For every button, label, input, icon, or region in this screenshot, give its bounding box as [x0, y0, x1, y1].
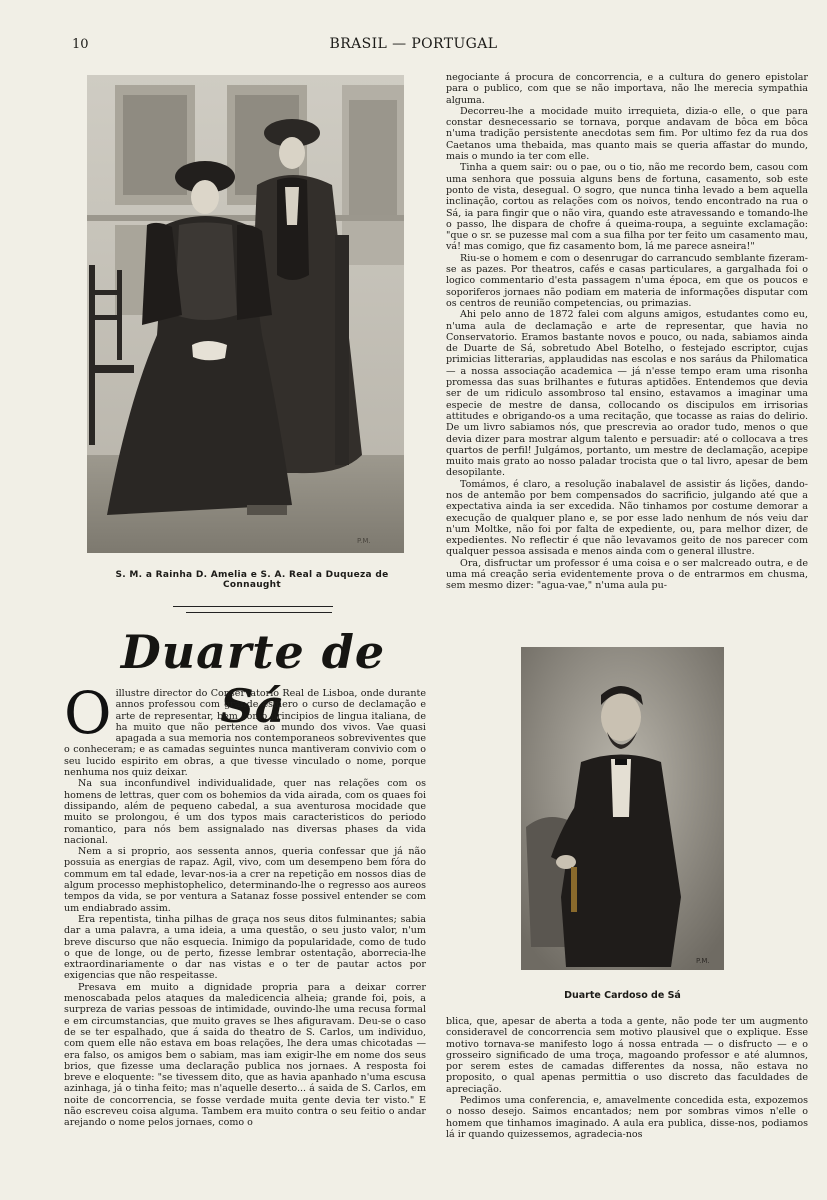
running-head: BRASIL — PORTUGAL: [329, 36, 498, 52]
article-paragraph: Pedimos uma conferencia, e, amavelmente concedida esta, expozemos o nosso desejo. Saimos encantados; nem por sombras vimos n'elle o homem que tinhamos imaginado. A aula era publica, disse-nos, podiamos lá ir quando quizessemos, agradecia-nos: [446, 1095, 808, 1140]
article-paragraph: Decorreu-lhe a mocidade muito irrequieta, dizia-o elle, o que para constar desnecessario se tornava, porque andavam de bôca em bôca n'uma tradição persistente anecdotas sem fim. Por ultimo fez da rua dos Caetanos uma thebaida, mas quanto mais se queria affastar do mundo, mais o mundo ia ter com elle.: [446, 105, 808, 163]
svg-text:P.M.: P.M.: [357, 537, 371, 545]
duarte-portrait-photo: [521, 647, 724, 970]
article-paragraph: Era repentista, tinha pilhas de graça nos seus ditos fulminantes; sabia dar a uma palavra, a uma ideia, a uma questão, o seu justo valor, n'um breve discurso que não esquecia. Inimigo da popularidade, como de tudo o que de longe, ou de perto, fizesse lembrar ostentação, aborrecia-lhe extraordinariamente o dar nas vistas e o ter de pautar actos por exigencias que não respeitasse.: [64, 913, 426, 982]
article-paragraph: Presava em muito a dignidade propria para a deixar correr menoscabada pelos ataques da maledicencia alheia; grande foi, pois, a surpreza de varias pessoas de intimidade, ouvindo-lhe uma recusa formal e em circumstancias, que muito graves se lhes afiguravam. Deu-se o caso de se ter espalhado, que á saida do theatro de S. Carlos, um individuo, com quem elle não estava em boas relações, lhe dera umas chicotadas — era falso, os amigos bem o sabiam, mas iam exigir-lhe em nome dos seus brios, que fizesse uma declaração publica nos jornaes. A resposta foi breve e eloquente: "se tivessem dito, que as havia apanhado n'uma escusa azinhaga, já o tinha feito; mas n'aquelle deserto... á saida de S. Carlos, em noite de concorrencia, se fosse verdade muita gente devia ter visto." E não escreveu coisa alguma. Tambem era muito contra o seu feitio o andar arejando o nome pelos jornaes, como o: [64, 981, 426, 1129]
article-paragraph: blica, que, apesar de aberta a toda a gente, não pode ter um augmento consideravel de concorrencia sem motivo plausivel que o explique. Esse motivo tornava-se manifesto logo á nossa entrada — o disfructo — e o grosseiro significado de uma troça, magoando professor e até alumnos, por serem estes de camadas differentes da nossa, não estava no proposito, o qual apenas permittia o uso discreto das faculdades de apreciação.: [446, 1016, 808, 1095]
top-photo-caption: S. M. a Rainha D. Amelia e S. A. Real a Duqueza de Connaught: [115, 570, 389, 590]
royal-portrait-photo: [87, 75, 404, 553]
article-paragraph: Nem a si proprio, aos sessenta annos, queria confessar que já não possuia as energias de rapaz. Agil, vivo, com um desempeno bem fóra do commum em tal edade, levar-nos-ia a crer na repetição em nossos dias de algum processo mephistophelico, determinando-lhe o regresso aos aureos tempos da vida, se por ventura a Satanaz fosse possivel entender se com um endiabrado assim.: [64, 846, 426, 914]
divider-rule: [173, 606, 333, 607]
article-title: Duarte de Sá: [120, 625, 386, 733]
article-column-right-bottom: [446, 1016, 808, 1140]
page-number: 10: [72, 37, 89, 52]
article-paragraph: negociante á procura de concorrencia, e a cultura do genero epistolar para o publico, com que se não importava, não lhe merecia sympathia alguma.: [446, 72, 808, 106]
drop-cap: O: [64, 679, 112, 747]
article-paragraph: Tomámos, é claro, a resolução inabalavel de assistir ás lições, dando-nos de antemão por bem compensados do sacrificio, julgando até que a expectativa ainda ia ser excedida. Não tinhamos por costume demorar a execução de qualquer plano e, se por esse lado nenhum de nós veiu dar n'um Moltke, não foi por falta de expediente, ou, para melhor dizer, de expedientes. No reflectir é que não levavamos geito de nos parecer com qualquer pessoa assisada e menos ainda com o general illustre.: [446, 478, 808, 558]
article-column-right-top: [446, 72, 808, 592]
article-paragraph: Ora, disfructar um professor é uma coisa e o ser malcreado outra, e de uma má creação seria evidentemente prova o de entrarmos em chusma, sem mesmo dizer: "agua-vae," n'uma aula pu-: [446, 557, 808, 592]
article-paragraph: Tinha a quem sair: ou o pae, ou o tio, não me recordo bem, casou com uma senhora que possuia alguns bens de fortuna, casamento, sob este ponto de vista, desegual. O sogro, que nunca tinha levado a bem aquella inclinação, cortou as relações com os noivos, tendo encontrado na rua o Sá, ia para fingir que o não vira, quando este atravessando e tomando-lhe o passo, lhe dispara de chofre á queima-roupa, a seguinte exclamação: "que o sr. se puzesse mal com a sua filha por ter feito um casamento mau, vá! mas comigo, que fiz casamento bom, lá me parece asneira!": [446, 162, 808, 253]
article-paragraph: Oillustre director do Conservatorio Real de Lisboa, onde durante annos professou com grande esmero o curso de declamação e arte de representar, bem como principios de lingua italiana, de ha muito que não pertence ao mundo dos vivos. Vae quasi apagada a sua memoria nos contemporaneos sobreviventes que o conheceram; e as camadas seguintes nunca mantiveram convivio com o seu lucido espirito em obras, a que tivesse vinculado o nome, porque nenhuma nos quiz deixar.: [64, 679, 426, 779]
article-paragraph: Ahi pelo anno de 1872 falei com alguns amigos, estudantes como eu, n'uma aula de declamação e arte de representar, que havia no Conservatorio. Eramos bastante novos e pouco, ou nada, sabiamos ainda de Duarte de Sá, sobretudo Abel Botelho, o festejado escriptor, cujas primicias litterarias, applaudidas nas escolas e nos saráus da Philomatica — a nossa associação academica — já n'esse tempo eram uma risonha promessa das suas brilhantes e futuras aptidões. Entendemos que devia ser de um ridiculo assombroso tal ensino, estavamos a imaginar uma especie de mestre de dansa, collocando os discipulos em irrisorias attitudes e obrigando-os a uma recitação, que tocasse as raias do delirio. De um livro sabiamos nós, que prescrevia ao orador tudo, menos o que devia dizer para mostrar algum talento e persuadir: até o collocava a tres quartos de perfil! Julgámos, portanto, um mestre de declamação, acepipe muito mais grato ao nosso paladar trocista que o tal livro, apesar de bem desopilante.: [446, 309, 808, 479]
article-paragraph: Na sua inconfundivel individualidade, quer nas relações com os homens de lettras, quer com os bohemios da vida airada, com os quaes foi dissipando, além de pequeno cabedal, a sua aventurosa mocidade que muito se prolongou, é um dos typos mais caracteristicos do periodo romantico, para nós bem assignalado nas diversas phases da vida nacional.: [64, 778, 426, 846]
divider-rule-short-2: [238, 612, 332, 613]
article-paragraph: Riu-se o homem e com o desenrugar do carrancudo semblante fizeram-se as pazes. Por theatros, cafés e casas particulares, a gargalhada foi o logico commentario d'esta passagem n'uma época, em que os poucos e soporiferos jornaes não podiam em materia de informações disputar com os centros de reunião competencias, ou primazias.: [446, 252, 808, 309]
svg-text:P.M.: P.M.: [696, 957, 710, 965]
bottom-photo-caption: Duarte Cardoso de Sá: [564, 990, 681, 1001]
